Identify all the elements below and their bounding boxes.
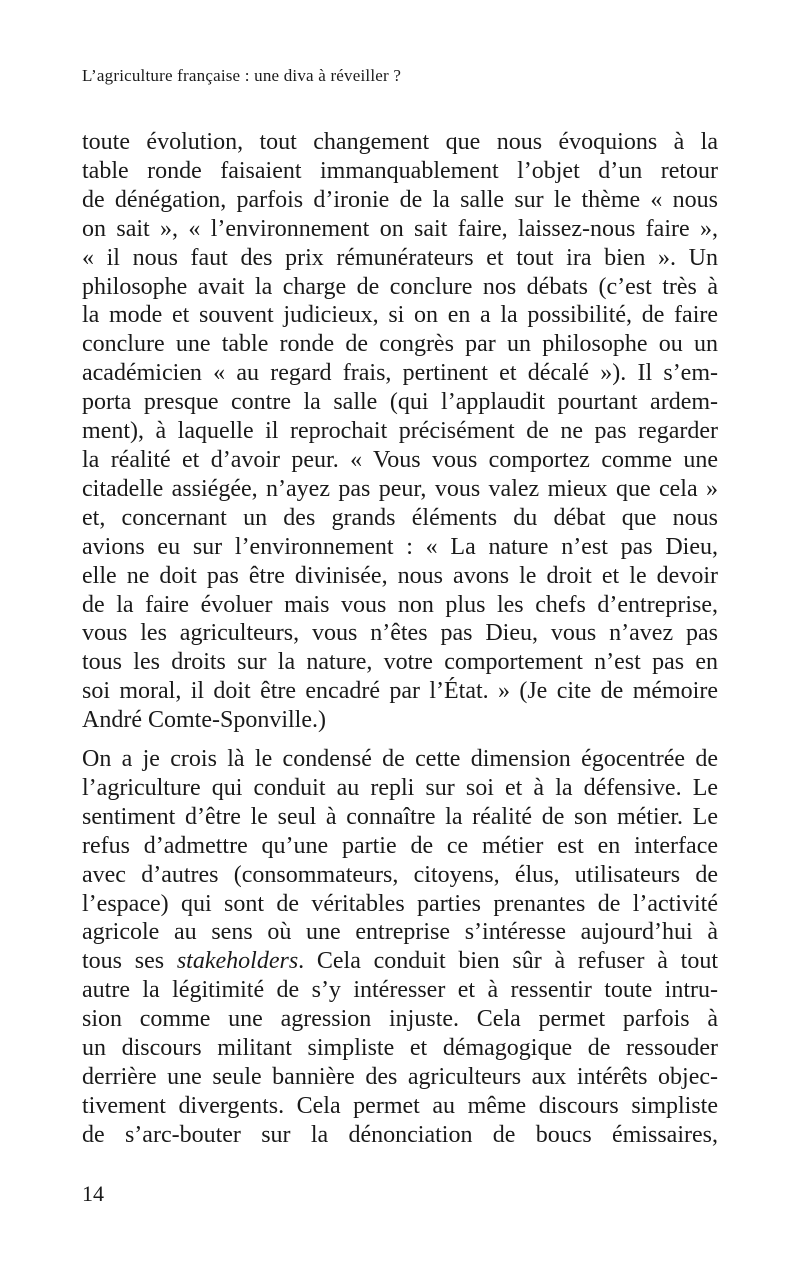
text-line: avec d’autres (consommateurs, citoyens, élus, utilisateurs de: [82, 861, 718, 888]
text-line: conclure une table ronde de congrès par un philosophe ou un: [82, 331, 718, 358]
text-line: agricole au sens où une entreprise s’intéresse aujourd’hui à: [82, 919, 718, 946]
text-fragment: . Cela conduit bien sûr à refuser à tout: [298, 948, 719, 975]
running-header: L’agriculture française : une diva à réveiller ?: [82, 66, 402, 85]
italic-term: stakeholders: [176, 948, 299, 975]
text-line: avions eu sur l’environnement : « La nature n’est pas Dieu,: [82, 533, 718, 560]
text-line: ment), à laquelle il reprochait précisément de ne pas regarder: [82, 418, 718, 445]
text-line: la mode et souvent judicieux, si on en a la possibilité, de faire: [82, 302, 718, 329]
text-line: tivement divergents. Cela permet au même discours simpliste: [82, 1092, 718, 1119]
text-line: soi moral, il doit être encadré par l’État. » (Je cite de mémoire: [82, 678, 718, 705]
text-line: autre la légitimité de s’y intéresser et à ressentir toute intru-: [82, 977, 718, 1004]
text-line: l’espace) qui sont de véritables parties prenantes de l’activité: [82, 890, 718, 917]
text-line: académicien « au regard frais, pertinent et décalé »). Il s’em-: [82, 360, 718, 387]
text-line: vous les agriculteurs, vous n’êtes pas Dieu, vous n’avez pas: [82, 620, 718, 647]
text-line: la réalité et d’avoir peur. « Vous vous comportez comme une: [82, 446, 718, 473]
text-line: elle ne doit pas être divinisée, nous avons le droit et le devoir: [82, 562, 718, 589]
text-line: on sait », « l’environnement on sait faire, laissez-nous faire »,: [82, 215, 718, 242]
text-line: un discours militant simpliste et démagogique de ressouder: [82, 1035, 718, 1062]
text-line: toute évolution, tout changement que nous évoquions à la: [82, 129, 718, 155]
page-number: 14: [82, 1181, 104, 1206]
text-line-with-italic: [82, 947, 718, 976]
text-line: On a je crois là le condensé de cette dimension égocentrée de: [82, 746, 718, 773]
text-line: de dénégation, parfois d’ironie de la salle sur le thème « nous: [82, 186, 718, 213]
text-fragment: tous ses: [82, 948, 177, 975]
paragraph-1: [82, 128, 718, 735]
text-line: philosophe avait la charge de conclure nos débats (c’est très à: [82, 273, 718, 300]
text-line: et, concernant un des grands éléments du débat que nous: [82, 504, 718, 531]
text-line: table ronde faisaient immanquablement l’objet d’un retour: [82, 157, 718, 184]
text-line: sion comme une agression injuste. Cela permet parfois à: [82, 1006, 718, 1033]
text-line: derrière une seule bannière des agriculteurs aux intérêts objec-: [82, 1064, 718, 1090]
text-line: refus d’admettre qu’une partie de ce métier est en interface: [82, 832, 718, 859]
text-line: porta presque contre la salle (qui l’applaudit pourtant ardem-: [82, 389, 718, 416]
text-line: sentiment d’être le seul à connaître la réalité de son métier. Le: [82, 803, 718, 830]
text-line: tous les droits sur la nature, votre comportement n’est pas en: [82, 649, 718, 676]
text-line: citadelle assiégée, n’ayez pas peur, vous valez mieux que cela »: [82, 475, 718, 502]
paragraph-2: [82, 745, 718, 1150]
text-line: de s’arc-bouter sur la dénonciation de boucs émissaires,: [82, 1121, 718, 1148]
text-line: de la faire évoluer mais vous non plus les chefs d’entreprise,: [82, 591, 718, 618]
text-line: « il nous faut des prix rémunérateurs et tout ira bien ». Un: [82, 244, 718, 271]
text-line: l’agriculture qui conduit au repli sur soi et à la défensive. Le: [82, 774, 718, 801]
body-text: [82, 128, 718, 1150]
text-line: André Comte-Sponville.): [82, 707, 326, 734]
